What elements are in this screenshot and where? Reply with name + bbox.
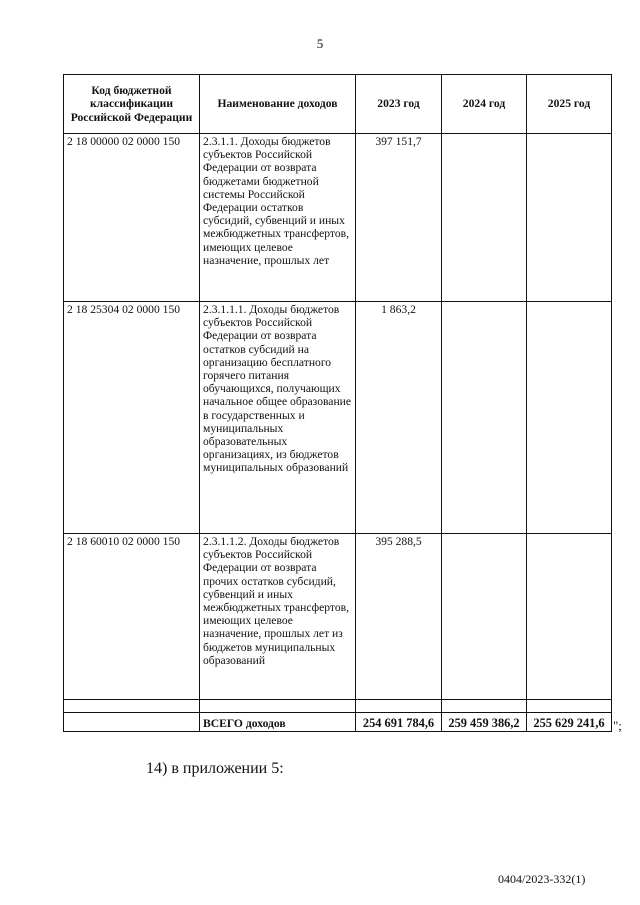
item-14-text: 14) в приложении 5: — [146, 760, 284, 777]
row-amount-2023: 1 863,2 — [356, 302, 442, 534]
table-row — [64, 302, 612, 534]
row-amount-2024 — [442, 134, 527, 302]
table-row — [64, 534, 612, 700]
row-name: 2.3.1.1.1. Доходы бюджетов субъектов Российской Федерации от возврата остатков субсидий на организацию бесплатного горячего питания обучающихся, получающих начальное общее образование в государственных и муниципальных образовательных организациях, из бюджетов муниципальных образований — [200, 302, 356, 534]
income-table — [63, 74, 612, 732]
total-code-cell — [64, 713, 200, 732]
empty-cell — [527, 700, 612, 713]
empty-cell — [200, 700, 356, 713]
empty-cell — [356, 700, 442, 713]
row-amount-2025 — [527, 534, 612, 700]
total-2024: 259 459 386,2 — [442, 713, 527, 732]
row-code: 2 18 00000 02 0000 150 — [64, 134, 200, 302]
row-code: 2 18 25304 02 0000 150 — [64, 302, 200, 534]
empty-row — [64, 700, 612, 713]
total-2023: 254 691 784,6 — [356, 713, 442, 732]
row-amount-2025 — [527, 134, 612, 302]
row-amount-2023: 395 288,5 — [356, 534, 442, 700]
header-code: Код бюджетной классификации Российской Федерации — [64, 75, 200, 134]
total-label: ВСЕГО доходов — [200, 713, 356, 732]
table-row — [64, 134, 612, 302]
closing-quote: "; — [613, 718, 622, 733]
header-2024: 2024 год — [442, 75, 527, 134]
total-row — [64, 713, 612, 732]
document-code: 0404/2023-332(1) — [498, 872, 586, 886]
header-2025: 2025 год — [527, 75, 612, 134]
row-amount-2024 — [442, 302, 527, 534]
empty-cell — [64, 700, 200, 713]
row-name: 2.3.1.1. Доходы бюджетов субъектов Российской Федерации от возврата бюджетами бюджетной системы Российской Федерации остатков субсидий, субвенций и иных межбюджетных трансфертов, имеющих целевое назначение, прошлых лет — [200, 134, 356, 302]
header-2023: 2023 год — [356, 75, 442, 134]
total-2025: 255 629 241,6 — [527, 713, 612, 732]
row-amount-2024 — [442, 534, 527, 700]
page-number: 5 — [316, 36, 324, 51]
row-name: 2.3.1.1.2. Доходы бюджетов субъектов Российской Федерации от возврата прочих остатков субсидий, субвенций и иных межбюджетных трансфертов, имеющих целевое назначение, прошлых лет из бюджетов муниципальных образований — [200, 534, 356, 700]
row-amount-2023: 397 151,7 — [356, 134, 442, 302]
header-name: Наименование доходов — [200, 75, 356, 134]
row-amount-2025 — [527, 302, 612, 534]
row-code: 2 18 60010 02 0000 150 — [64, 534, 200, 700]
table-header-row — [64, 75, 612, 134]
empty-cell — [442, 700, 527, 713]
